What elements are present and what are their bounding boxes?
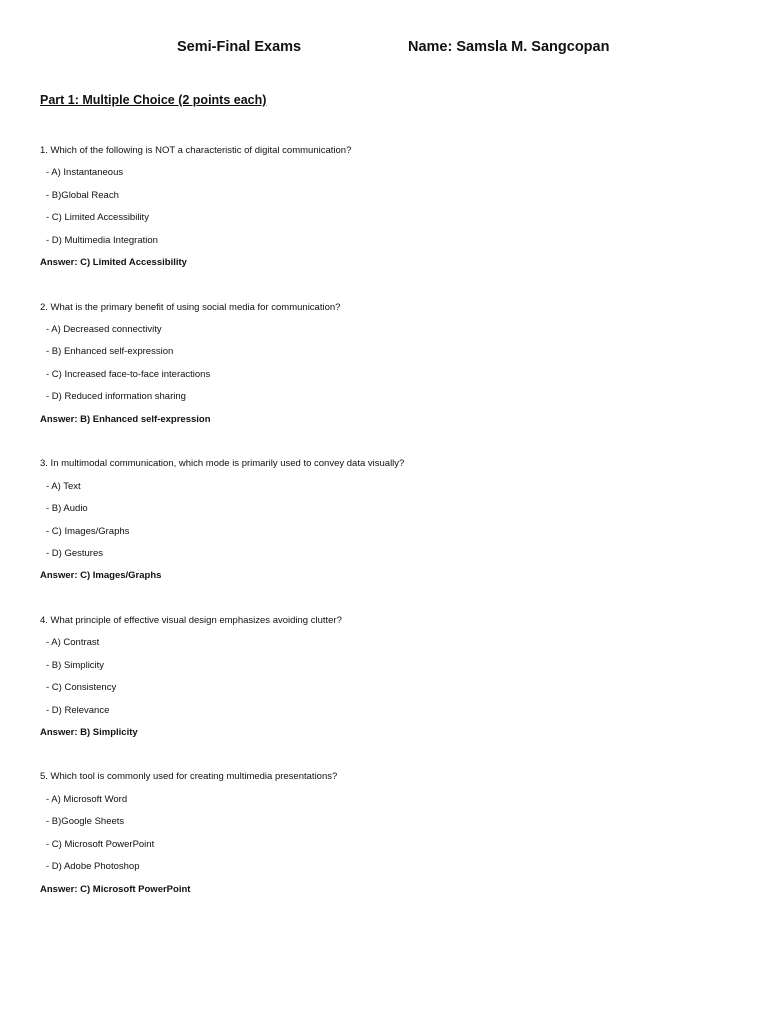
option-d: - D) Adobe Photoshop	[46, 861, 140, 873]
question-block	[40, 771, 740, 928]
option-c: - C) Increased face-to-face interactions	[46, 368, 211, 380]
question-block	[40, 615, 740, 772]
question-text: 3. In multimodal communication, which mode is primarily used to convey data visually?	[40, 458, 405, 470]
option-a: - A) Instantaneous	[46, 167, 124, 179]
answer-line: Answer: B) Enhanced self-expression	[40, 413, 211, 425]
option-a: - A) Text	[46, 480, 81, 492]
option-b: - B)Google Sheets	[46, 816, 125, 828]
question-text: 2. What is the primary benefit of using social media for communication?	[40, 301, 341, 313]
part-heading: Part 1: Multiple Choice (2 points each)	[40, 93, 267, 107]
option-b: - B) Audio	[46, 503, 88, 515]
question-list	[40, 145, 740, 928]
option-c: - C) Consistency	[46, 682, 117, 694]
option-c: - C) Microsoft PowerPoint	[46, 838, 155, 850]
option-c: - C) Images/Graphs	[46, 525, 130, 537]
answer-line: Answer: C) Images/Graphs	[40, 570, 162, 582]
answer-line: Answer: C) Microsoft PowerPoint	[40, 883, 191, 895]
question-block	[40, 302, 740, 459]
student-name: Name: Samsla M. Sangcopan	[408, 39, 610, 55]
exam-title: Semi-Final Exams	[177, 39, 302, 55]
answer-line: Answer: C) Limited Accessibility	[40, 257, 187, 269]
option-a: - A) Microsoft Word	[46, 793, 128, 805]
question-text: 5. Which tool is commonly used for creating multimedia presentations?	[40, 771, 338, 783]
option-b: - B) Simplicity	[46, 659, 105, 671]
option-a: - A) Decreased connectivity	[46, 324, 162, 336]
option-b: - B) Enhanced self-expression	[46, 346, 174, 358]
question-text: 1. Which of the following is NOT a characteristic of digital communication?	[40, 145, 352, 156]
option-d: - D) Relevance	[46, 704, 110, 716]
option-a: - A) Contrast	[46, 637, 100, 649]
option-b: - B)Global Reach	[46, 189, 119, 201]
question-block	[40, 145, 740, 302]
question-block	[40, 458, 740, 615]
option-d: - D) Gestures	[46, 547, 104, 559]
option-d: - D) Multimedia Integration	[46, 234, 158, 246]
option-d: - D) Reduced information sharing	[46, 391, 186, 403]
question-text: 4. What principle of effective visual design emphasizes avoiding clutter?	[40, 614, 342, 626]
option-c: - C) Limited Accessibility	[46, 212, 149, 224]
answer-line: Answer: B) Simplicity	[40, 726, 138, 738]
